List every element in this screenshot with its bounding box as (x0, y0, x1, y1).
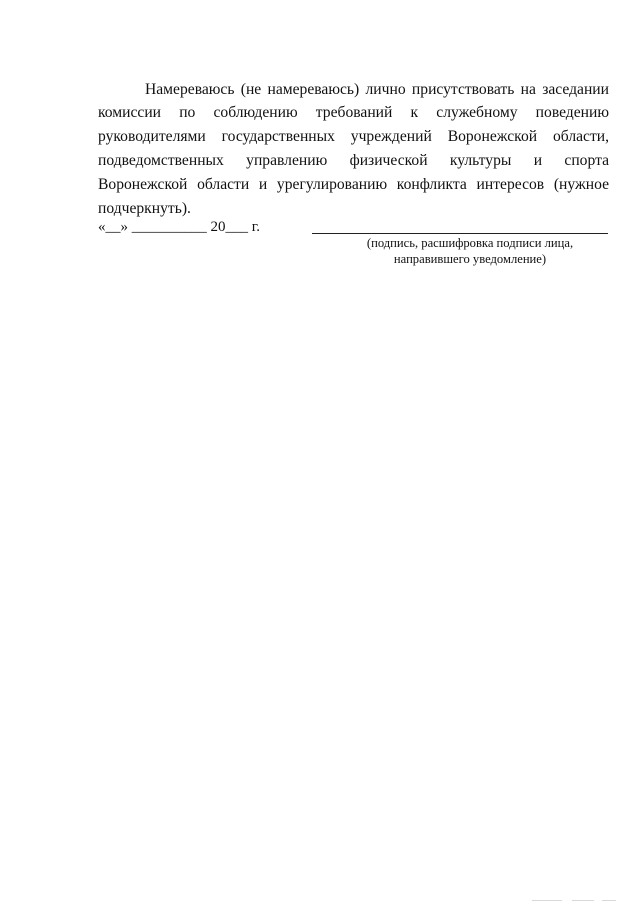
scan-artifact (532, 900, 562, 901)
signature-caption-line-1: (подпись, расшифровка подписи лица, (366, 236, 574, 250)
signature-line (312, 233, 608, 234)
signature-caption-line-2: направившего уведомление) (393, 251, 547, 266)
intent-paragraph: Намереваюсь (не намереваюсь) лично присутствовать на заседании комиссии по соблюдению требований к служебному поведению руководителями государственных учреждений Воронежской области, подведомственных управлению физической культуры и спорта Воронежской области и урегулированию конфликта интересов (нужное подчеркнуть). (98, 80, 609, 217)
scan-artifact (602, 900, 616, 901)
date-field: «__» __________ 20___ г. (98, 219, 260, 235)
signature-caption (330, 236, 610, 267)
scan-artifact (572, 900, 594, 901)
